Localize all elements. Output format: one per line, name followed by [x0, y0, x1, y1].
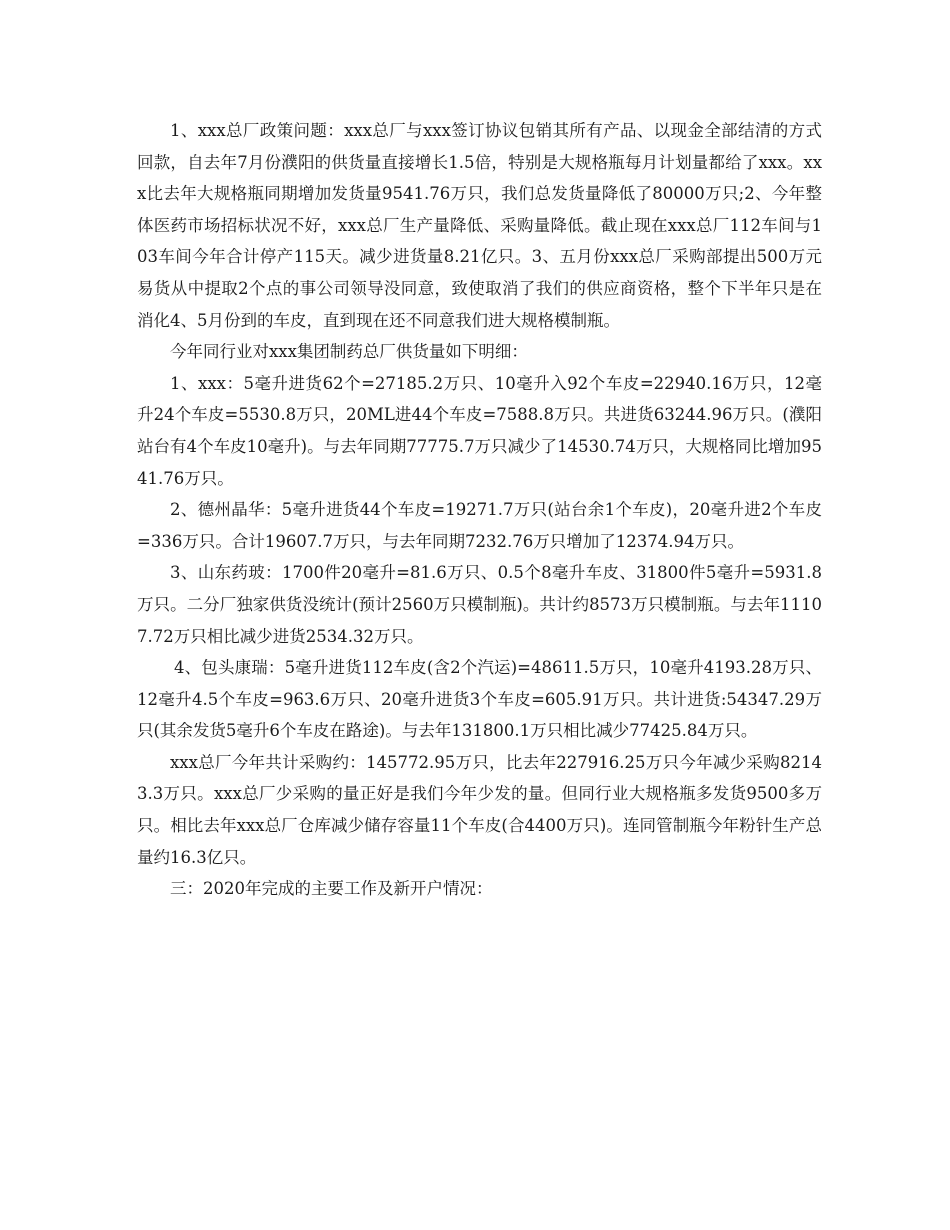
paragraph-industry-supply-intro: 今年同行业对xxx集团制药总厂供货量如下明细：: [170, 342, 528, 362]
section-heading-2020-work: 三：2020年完成的主要工作及新开户情况：: [170, 879, 493, 899]
document-body: [137, 115, 822, 905]
paragraph-total-purchase: xxx总厂今年共计采购约：145772.95万只，比去年227916.25万只今年减少采购82143.3万只。xxx总厂少采购的量正好是我们今年少发的量。但同行业大规格瓶多发货9500多万只。相比去年xxx总厂仓库减少储存容量11个车皮(合4400万只)。连同管制瓶今年粉针生产总量约16.3亿只。: [137, 752, 822, 867]
paragraph-supplier-4: 4、包头康瑞：5毫升进货112车皮(含2个汽运)=48611.5万只，10毫升4193.28万只、12毫升4.5个车皮=963.6万只、20毫升进货3个车皮=605.91万只。共计进货:54347.29万只(其余发货5毫升6个车皮在路途)。与去年131800.1万只相比减少77425.84万只。: [137, 658, 822, 741]
paragraph-supplier-1: 1、xxx：5毫升进货62个=27185.2万只、10毫升入92个车皮=22940.16万只，12毫升24个车皮=5530.8万只，20ML进44个车皮=7588.8万只。共进货63244.96万只。(濮阳站台有4个车皮10毫升)。与去年同期77775.7万只减少了14530.74万只，大规格同比增加9541.76万只。: [137, 373, 822, 488]
paragraph-supplier-2: 2、德州晶华：5毫升进货44个车皮=19271.7万只(站台余1个车皮)，20毫升进2个车皮=336万只。合计19607.7万只，与去年同期7232.76万只增加了12374.94万只。: [137, 500, 822, 551]
paragraph-supplier-3: 3、山东药玻：1700件20毫升=81.6万只、0.5个8毫升车皮、31800件5毫升=5931.8万只。二分厂独家供货没统计(预计2560万只模制瓶)。共计约8573万只模制瓶。与去年11107.72万只相比减少进货2534.32万只。: [137, 563, 822, 646]
paragraph-policy-issues: 1、xxx总厂政策问题：xxx总厂与xxx签订协议包销其所有产品、以现金全部结清的方式回款，自去年7月份濮阳的供货量直接增长1.5倍，特别是大规格瓶每月计划量都给了xxx。xxx比去年大规格瓶同期增加发货量9541.76万只，我们总发货量降低了80000万只;2、今年整体医药市场招标状况不好，xxx总厂生产量降低、采购量降低。截止现在xxx总厂112车间与103车间今年合计停产115天。减少进货量8.21亿只。3、五月份xxx总厂采购部提出500万元易货从中提取2个点的事公司领导没同意，致使取消了我们的供应商资格，整个下半年只是在消化4、5月份到的车皮，直到现在还不同意我们进大规格模制瓶。: [137, 121, 822, 330]
